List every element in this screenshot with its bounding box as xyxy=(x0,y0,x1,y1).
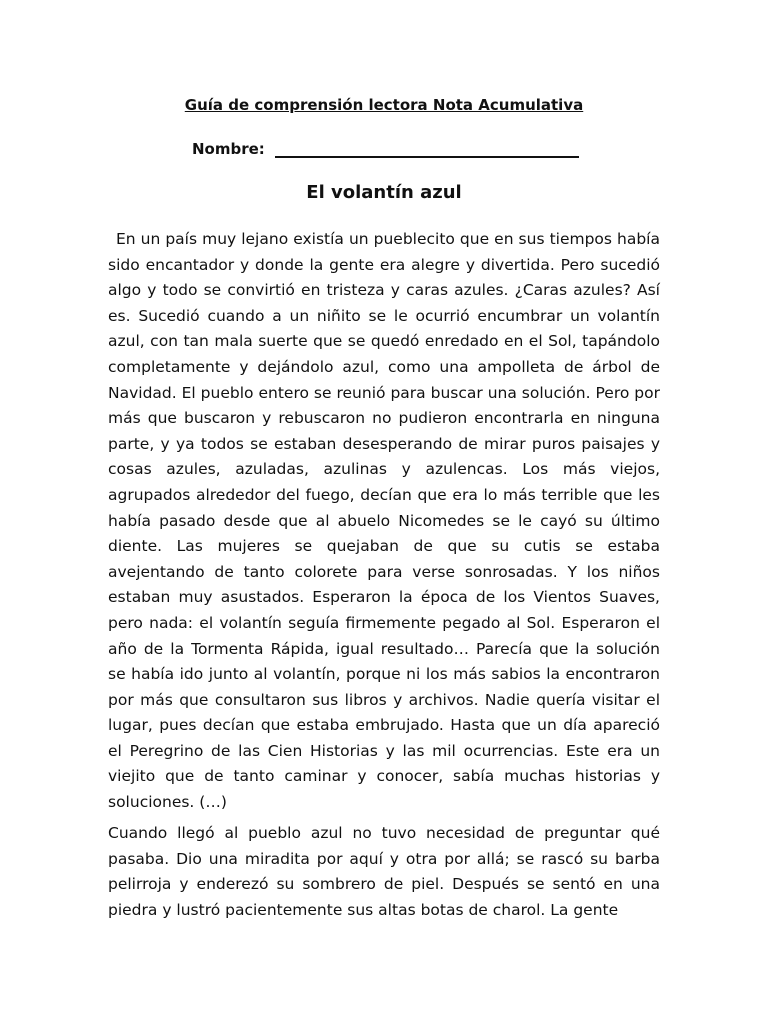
header-title: Guía de comprensión lectora Nota Acumulativa xyxy=(184,96,584,114)
name-blank-line[interactable] xyxy=(275,142,579,158)
story-title: El volantín azul xyxy=(306,182,462,203)
name-field-row xyxy=(192,140,579,158)
story-paragraph-2: Cuando llegó al pueblo azul no tuvo necesidad de preguntar qué pasaba. Dio una miradita por aquí y otra por allá; se rascó su barba pelirroja y enderezó su sombrero de piel. Después se sentó en una piedra y lustró pacientemente sus altas botas de charol. La gente xyxy=(108,824,660,919)
story-paragraph-1: En un país muy lejano existía un pueblecito que en sus tiempos había sido encantador y donde la gente era alegre y divertida. Pero sucedió algo y todo se convirtió en tristeza y caras azules. ¿Caras azules? Así es. Sucedió cuando a un niñito se le ocurrió encumbrar un volantín azul, con tan mala suerte que se quedó enredado en el Sol, tapándolo completamente y dejándolo azul, como una ampolleta de árbol de Navidad. El pueblo entero se reunió para buscar una solución. Pero por más que buscaron y rebuscaron no pudieron encontrarla en ninguna parte, y ya todos se estaban desesperando de mirar puros paisajes y cosas azules, azuladas, azulinas y azulencas. Los más viejos, agrupados alrededor del fuego, decían que era lo más terrible que les había pasado desde que al abuelo Nicomedes se le cayó su último diente. Las mujeres se quejaban de que su cutis se estaba avejentando de tanto colorete para verse sonrosadas. Y los niños estaban muy asustados. Esperaron la época de los Vientos Suaves, pero nada: el volantín seguía firmemente pegado al Sol. Esperaron el año de la Tormenta Rápida, igual resultado… Parecía que la solución se había ido junto al volantín, porque ni los más sabios la encontraron por más que consultaron sus libros y archivos. Nadie quería visitar el lugar, pues decían que estaba embrujado. Hasta que un día apareció el Peregrino de las Cien Historias y las mil ocurrencias. Este era un viejito que de tanto caminar y conocer, sabía muchas historias y soluciones. (…) xyxy=(108,230,660,812)
name-label: Nombre: xyxy=(192,140,265,158)
